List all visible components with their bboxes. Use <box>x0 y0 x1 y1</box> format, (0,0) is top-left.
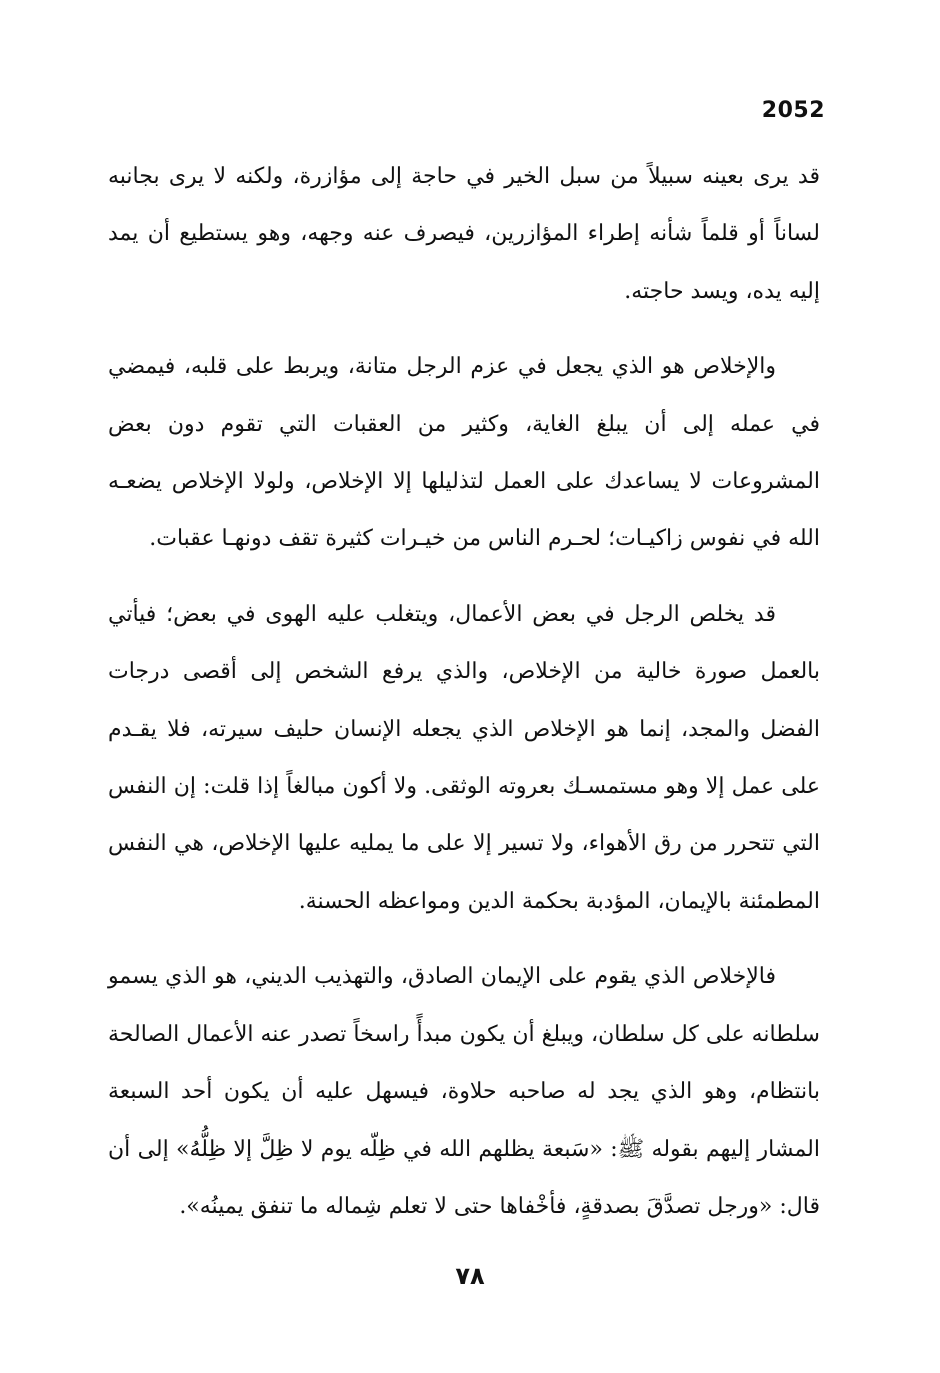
paragraph-4: فالإخلاص الذي يقوم على الإيمان الصادق، والتهذيب الديني، هو الذي يسمو سلطانه على كل سلطان، ويبلغ أن يكون مبدأً راسخاً تصدر عنه الأعمال الصالحة بانتظام، وهو الذي يجد له صاحبه حلاوة، فيسهل عليه أن يكون أحد السبعة المشار إليهم بقوله ﷺ: «سَبعة يظلهم الله في ظِلّه يوم لا ظِلَّ إلا ظِلُّهُ» إلى أن قال: «ورجل تصدَّقَ بصدقةٍ، فأخْفاها حتى لا تعلم شِماله ما تنفق يمينُه». <box>108 964 820 1219</box>
page-number-top: 2052 <box>761 98 825 123</box>
paragraph-3: قد يخلص الرجل في بعض الأعمال، ويتغلب عليه الهوى في بعض؛ فيأتي بالعمل صورة خالية من الإخلاص، والذي يرفع الشخص إلى أقصى درجات الفضل والمجد، إنما هو الإخلاص الذي يجعله الإنسان حليف سيرته، فلا يقـدم على عمل إلا وهو مستمسـك بعروته الوثقى. ولا أكون مبالغاً إذا قلت: إن النفس التي تتحرر من رق الأهواء، ولا تسير إلا على ما يمليه عليها الإخلاص، هي النفس المطمئنة بالإيمان، المؤدبة بحكمة الدين ومواعظه الحسنة. <box>108 601 820 914</box>
paragraph-2: والإخلاص هو الذي يجعل في عزم الرجل متانة، ويربط على قلبه، فيمضي في عمله إلى أن يبلغ الغاية، وكثير من العقبات التي تقوم دون بعض المشروعات لا يساعدك على العمل لتذليلها إلا الإخلاص، ولولا الإخلاص يضعـه الله في نفوس زاكيـات؛ لحـرم الناس من خيـرات كثيرة تقف دونهـا عقبات. <box>108 354 820 552</box>
text-body <box>108 148 820 1253</box>
paragraph-1: قد يرى بعينه سبيلاً من سبل الخير في حاجة إلى مؤازرة، ولكنه لا يرى بجانبه لساناً أو قلماً شأنه إطراء المؤازرين، فيصرف عنه وجهه، وهو يستطيع أن يمد إليه يده، ويسد حاجته. <box>108 164 820 304</box>
page-number-bottom: ٧٨ <box>455 1262 485 1290</box>
